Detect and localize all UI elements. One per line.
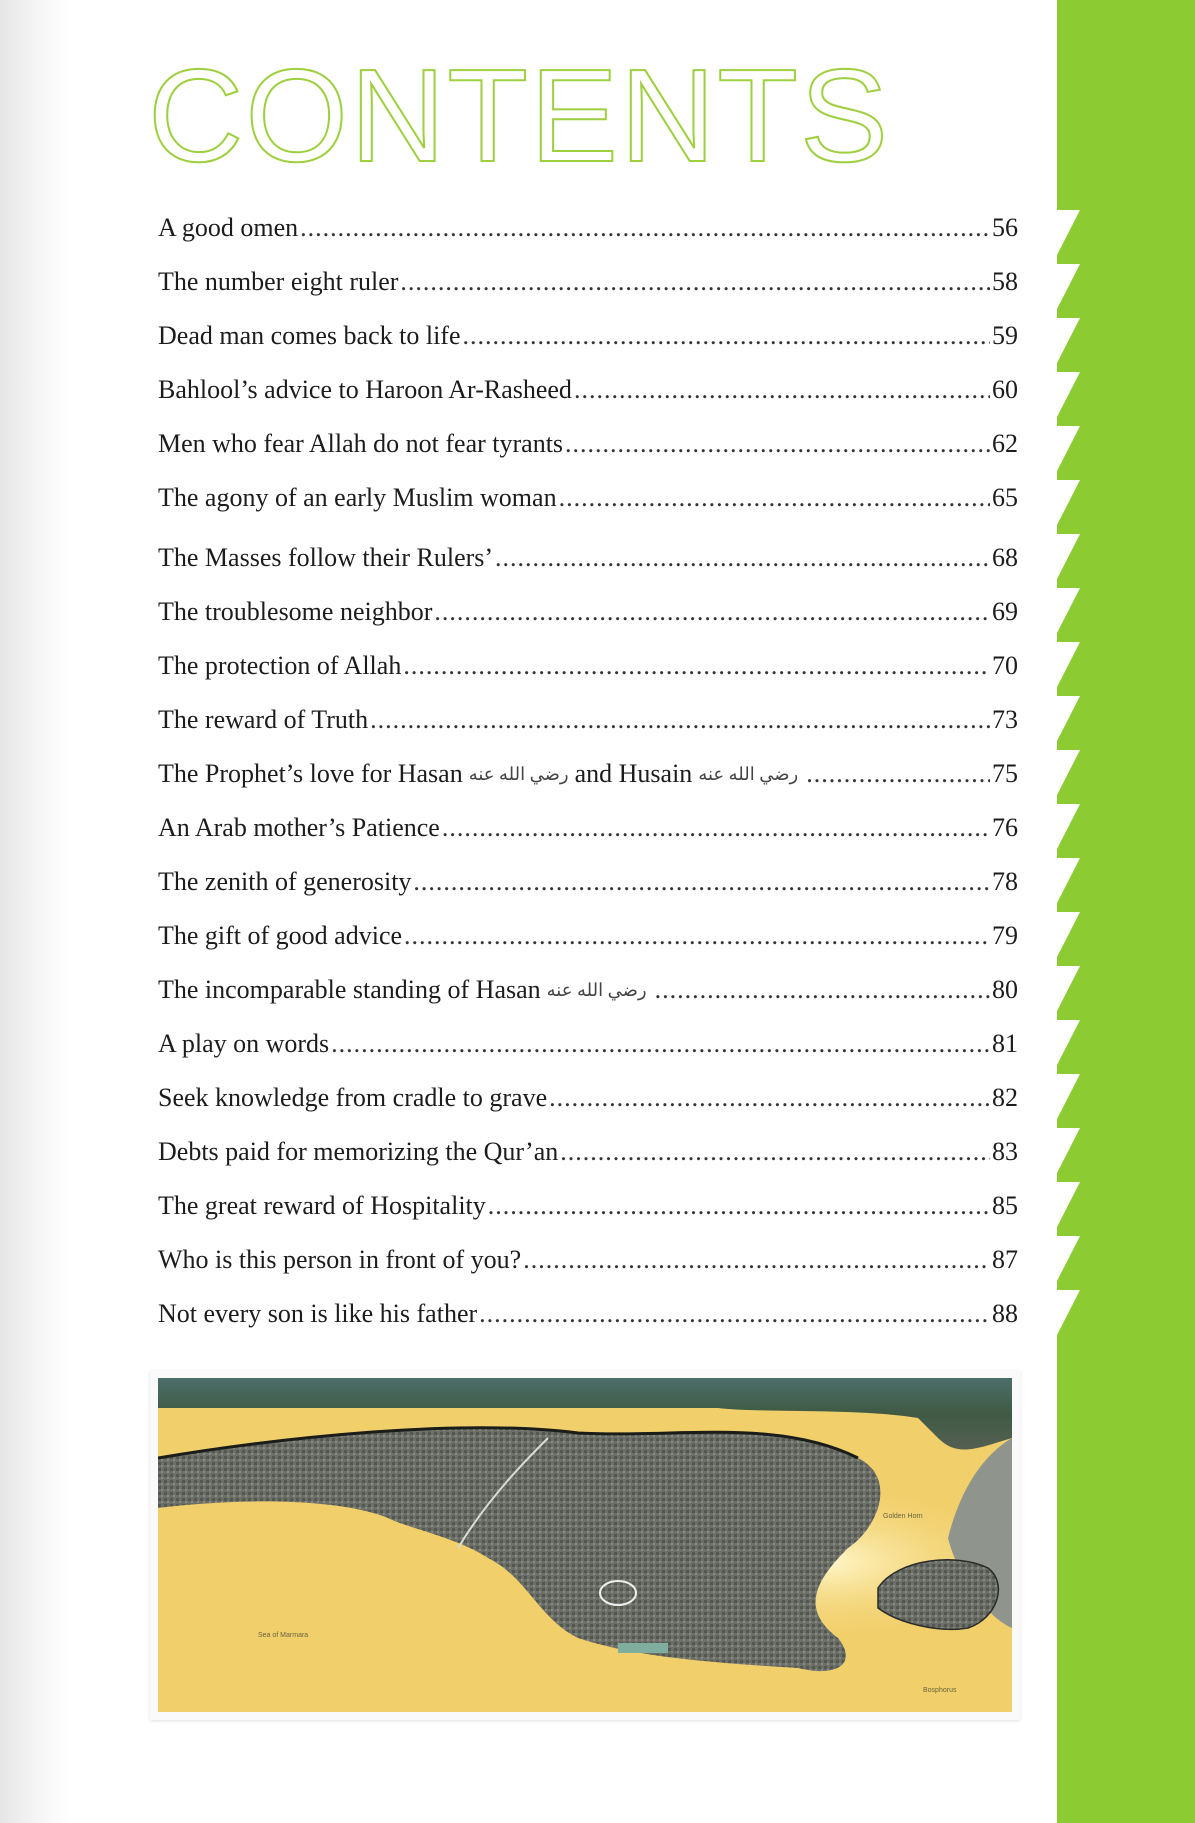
- toc-entry-title-part: The incomparable standing of Hasan: [158, 975, 541, 1004]
- toc-entry-title: The number eight ruler: [158, 267, 399, 296]
- toc-entry-page: 70: [992, 651, 1018, 680]
- toc-entry-page: 68: [992, 543, 1018, 572]
- toc-entry-page: 82: [992, 1083, 1018, 1112]
- toc-entry-title: Who is this person in front of you?: [158, 1245, 522, 1274]
- toc-entry-title: Debts paid for memorizing the Qur’an: [158, 1137, 559, 1166]
- honorific-calligraphy-icon: رضي الله عنه: [468, 764, 569, 784]
- toc-entry-title: Bahlool’s advice to Haroon Ar-Rasheed: [158, 375, 572, 404]
- toc-entry-title-part: The Prophet’s love for Hasan: [158, 759, 463, 788]
- honorific-calligraphy-icon: رضي الله عنه: [546, 980, 647, 1000]
- dot-leader: [463, 321, 991, 351]
- dot-leader: [370, 705, 990, 735]
- map-artwork: [158, 1378, 1012, 1712]
- toc-entry[interactable]: [158, 867, 1018, 921]
- toc-entry-title-part: and Husain: [574, 759, 693, 788]
- toc-entry[interactable]: [158, 1299, 1018, 1353]
- toc-entry-title: The great reward of Hospitality: [158, 1191, 486, 1220]
- toc-entry-page: 87: [992, 1245, 1018, 1274]
- dot-leader: [400, 267, 990, 297]
- dot-leader: [565, 429, 990, 459]
- dot-leader: [404, 921, 990, 951]
- toc-entry-title: The gift of good advice: [158, 921, 403, 950]
- dot-leader: [560, 1137, 990, 1167]
- toc-entry-page: 65: [992, 483, 1018, 512]
- dot-leader: [574, 375, 990, 405]
- page-title: CONTENTS: [148, 42, 890, 189]
- dot-leader: [403, 651, 990, 681]
- toc-entry-title: The Masses follow their Rulers’: [158, 543, 494, 572]
- dot-leader: [331, 1029, 990, 1059]
- toc-entry[interactable]: [158, 921, 1018, 975]
- toc-entry-page: 59: [992, 321, 1018, 350]
- toc-entry[interactable]: [158, 321, 1018, 375]
- toc-entry[interactable]: [158, 1245, 1018, 1299]
- toc-entry-title: The agony of an early Muslim woman: [158, 483, 557, 512]
- constantinople-map-illustration: [150, 1370, 1020, 1720]
- page-gutter-shadow: [0, 0, 70, 1823]
- dot-leader: [655, 975, 990, 1005]
- toc-entry-page: 79: [992, 921, 1018, 950]
- green-side-strip: [1057, 0, 1195, 1823]
- toc-entry-page: 56: [992, 213, 1018, 242]
- toc-entry-page: 85: [992, 1191, 1018, 1220]
- toc-entry-title: [158, 759, 804, 789]
- toc-entry[interactable]: [158, 1029, 1018, 1083]
- toc-entry-page: 88: [992, 1299, 1018, 1328]
- toc-entry[interactable]: [158, 813, 1018, 867]
- toc-entry-page: 73: [992, 705, 1018, 734]
- dot-leader: [495, 543, 990, 573]
- harbor-basin: [618, 1643, 668, 1653]
- toc-entry[interactable]: [158, 975, 1018, 1029]
- toc-entry-page: 60: [992, 375, 1018, 404]
- toc-entry[interactable]: [158, 705, 1018, 759]
- toc-entry[interactable]: [158, 483, 1018, 543]
- dot-leader: [806, 759, 990, 789]
- toc-entry-title: Seek knowledge from cradle to grave: [158, 1083, 548, 1112]
- toc-entry[interactable]: [158, 1191, 1018, 1245]
- dot-leader: [559, 483, 990, 513]
- toc-entry-title: Men who fear Allah do not fear tyrants: [158, 429, 564, 458]
- toc-entry[interactable]: [158, 1137, 1018, 1191]
- toc-entry-title: Dead man comes back to life: [158, 321, 461, 350]
- toc-entry-page: 76: [992, 813, 1018, 842]
- toc-entry[interactable]: [158, 375, 1018, 429]
- toc-entry-page: 78: [992, 867, 1018, 896]
- map-label-golden-horn: Golden Horn: [883, 1513, 923, 1520]
- dot-leader: [523, 1245, 990, 1275]
- map-label-sea-of-marmara: Sea of Marmara: [258, 1632, 309, 1639]
- toc-entry-title: The reward of Truth: [158, 705, 369, 734]
- toc-entry-page: 80: [992, 975, 1018, 1004]
- toc-entry-title: A play on words: [158, 1029, 330, 1058]
- toc-entry-title: The protection of Allah: [158, 651, 402, 680]
- toc-entry[interactable]: [158, 213, 1018, 267]
- dot-leader: [413, 867, 990, 897]
- toc-entry-page: 75: [992, 759, 1018, 788]
- toc-entry-page: 58: [992, 267, 1018, 296]
- toc-entry-title: [158, 975, 653, 1005]
- toc-entry-title: The zenith of generosity: [158, 867, 412, 896]
- toc-entry-title: An Arab mother’s Patience: [158, 813, 440, 842]
- table-of-contents: [158, 213, 1018, 1353]
- map-label-bosphorus: Bosphorus: [923, 1687, 957, 1694]
- toc-entry-page: 81: [992, 1029, 1018, 1058]
- toc-entry-page: 83: [992, 1137, 1018, 1166]
- toc-entry[interactable]: [158, 267, 1018, 321]
- toc-entry-title: Not every son is like his father: [158, 1299, 478, 1328]
- toc-entry[interactable]: [158, 543, 1018, 597]
- dot-leader: [434, 597, 990, 627]
- dot-leader: [300, 213, 990, 243]
- toc-entry[interactable]: [158, 429, 1018, 483]
- toc-entry-page: 69: [992, 597, 1018, 626]
- dot-leader: [488, 1191, 990, 1221]
- dot-leader: [549, 1083, 990, 1113]
- dot-leader: [442, 813, 990, 843]
- toc-entry[interactable]: [158, 1083, 1018, 1137]
- dot-leader: [479, 1299, 990, 1329]
- toc-entry[interactable]: [158, 597, 1018, 651]
- toc-entry-title: The troublesome neighbor: [158, 597, 433, 626]
- toc-entry-title: A good omen: [158, 213, 299, 242]
- toc-entry[interactable]: [158, 651, 1018, 705]
- honorific-calligraphy-icon: رضي الله عنه: [698, 764, 799, 784]
- toc-entry-page: 62: [992, 429, 1018, 458]
- toc-entry[interactable]: [158, 759, 1018, 813]
